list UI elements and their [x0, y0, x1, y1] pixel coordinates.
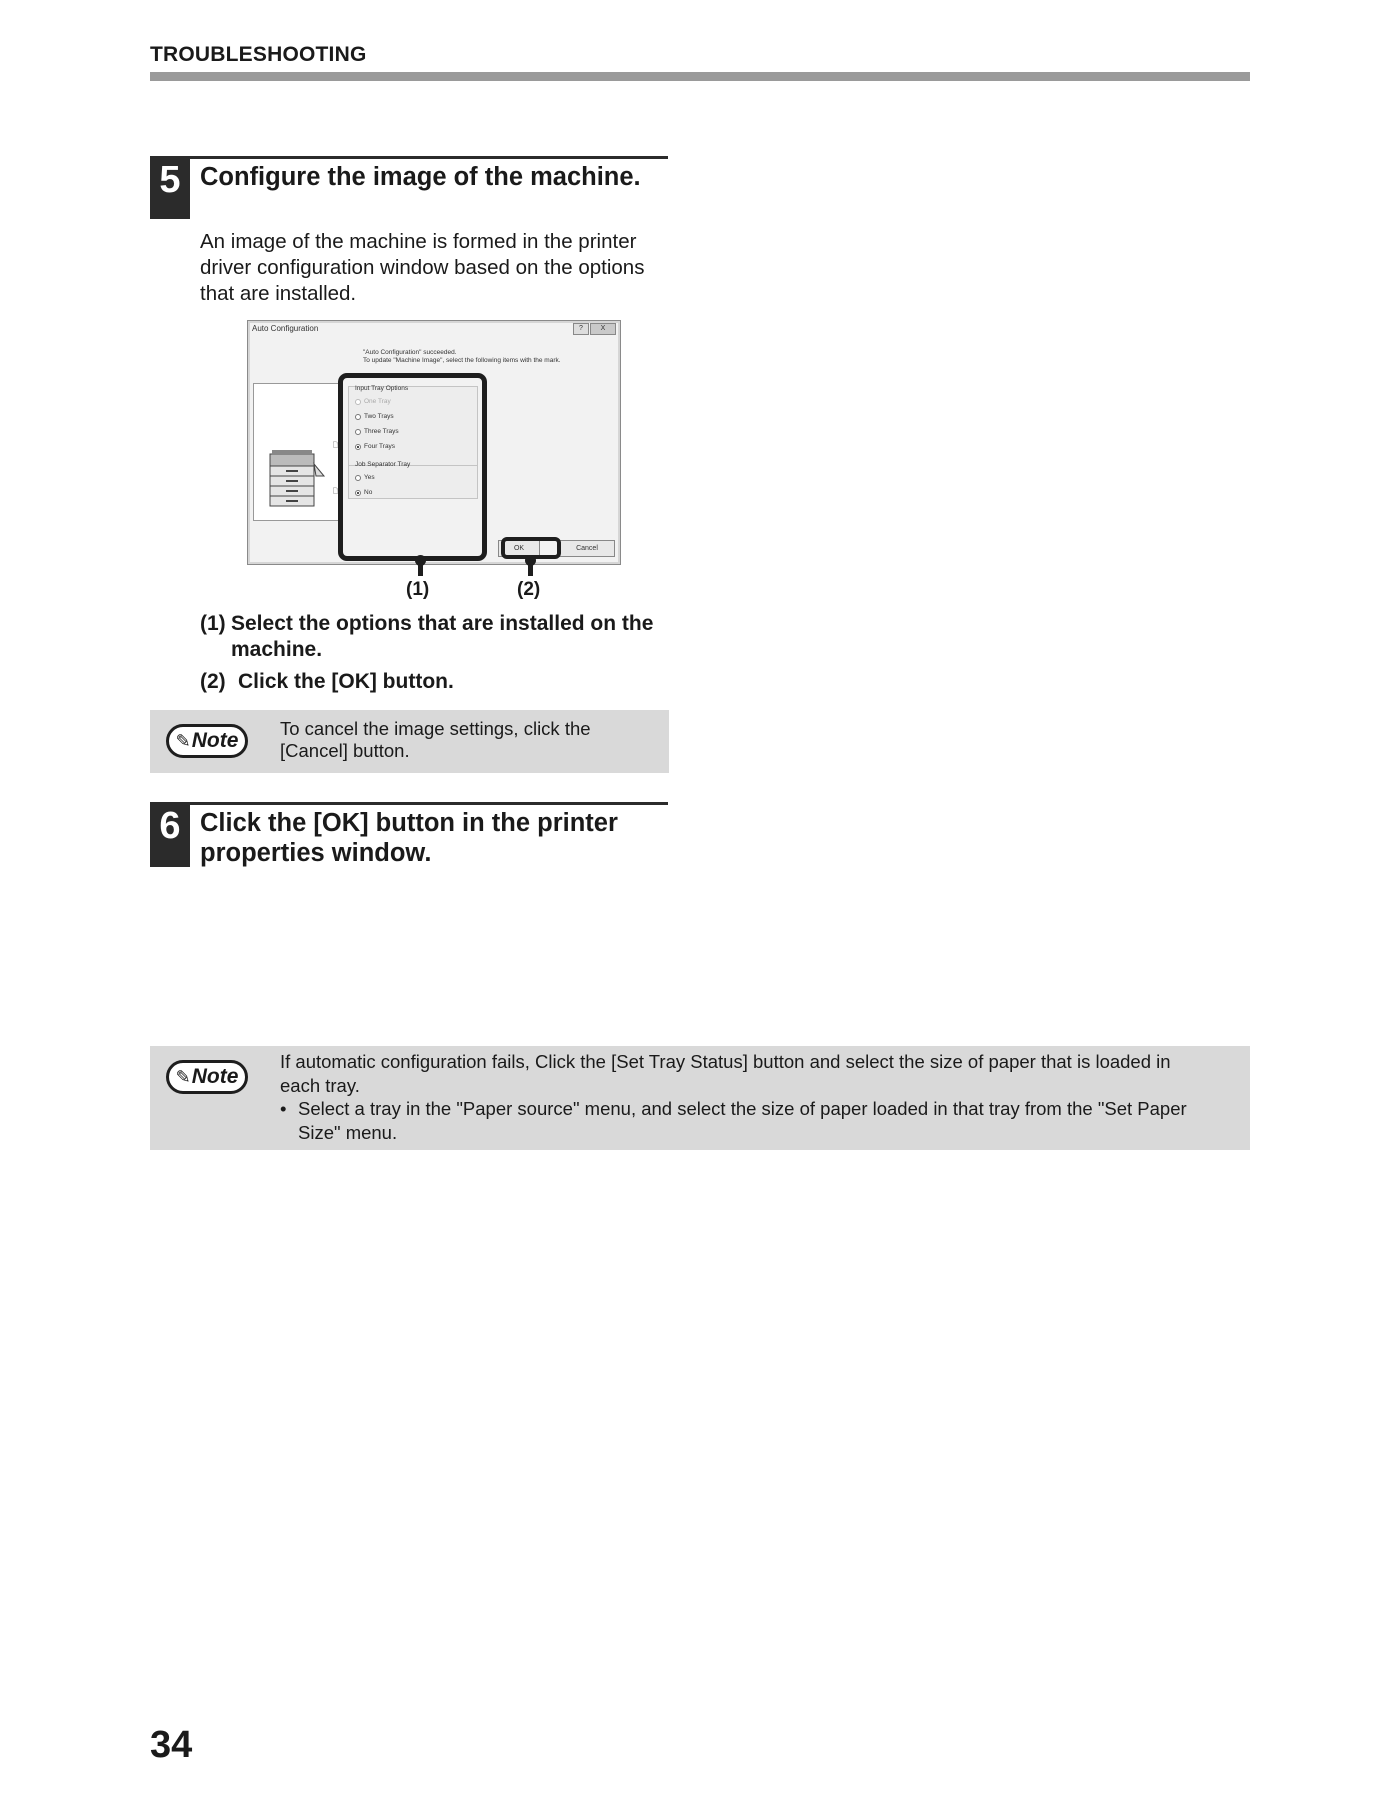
callout-label-2: (2) [517, 579, 541, 600]
radio-label: Four Trays [364, 443, 396, 450]
step5-note [150, 710, 669, 773]
step5-body-line: An image of the machine is formed in the printer [200, 230, 637, 253]
item-marker: (2) [200, 670, 226, 693]
section-header: TROUBLESHOOTING [150, 43, 367, 66]
header-rule [150, 72, 1250, 81]
dialog-message-line: To update "Machine Image", select the following items with the mark. [363, 357, 561, 364]
note-text [280, 718, 660, 762]
step6-title [200, 808, 618, 868]
step5-rule [150, 156, 668, 159]
note-line: If automatic configuration fails, Click the [Set Tray Status] button and select the size of paper that is loaded in [280, 1051, 1171, 1072]
input-tray-group-label: Input Tray Options [355, 385, 409, 392]
step6-rule [150, 802, 668, 805]
job-separator-group-label: Job Separator Tray [355, 461, 411, 468]
step5-body-line: that are installed. [200, 282, 357, 305]
callout-frame-options [338, 373, 487, 561]
copier-machine-icon [254, 384, 338, 520]
callout-leader [418, 560, 423, 576]
step6-title-line: properties window. [200, 839, 432, 867]
item-text: Click the [OK] button. [238, 670, 454, 693]
dialog-message-line: "Auto Configuration" succeeded. [363, 349, 457, 356]
radio-label: One Tray [364, 398, 391, 405]
dialog-help-button[interactable]: ? [573, 323, 589, 335]
pointing-hand-icon: ☞ [332, 483, 344, 498]
note-badge-label: Note [191, 729, 239, 752]
radio-label: Two Trays [364, 413, 394, 420]
note-line: each tray. [280, 1074, 360, 1096]
dialog-title: Auto Configuration [252, 324, 319, 333]
radio-label: Three Trays [364, 428, 399, 435]
note-badge [166, 1060, 248, 1094]
bullet-text: Select a tray in the "Paper source" menu, and select the size of paper loaded in that tray from the "Set Paper [298, 1098, 1187, 1119]
pencil-icon: ✎ [175, 1066, 191, 1087]
item-text: Select the options that are installed on the [231, 612, 654, 635]
callout-leader [528, 560, 533, 576]
radio-label: No [364, 489, 373, 496]
dialog-message [363, 349, 613, 365]
pointing-hand-icon: ☞ [332, 437, 344, 452]
step5-body [200, 229, 670, 307]
step5-title: Configure the image of the machine. [200, 163, 641, 191]
bottom-note [150, 1046, 1250, 1150]
note-badge [166, 724, 248, 758]
dialog-ok-button[interactable]: OK [498, 540, 540, 557]
item-marker: (1) [200, 612, 226, 635]
step5-item-2 [200, 669, 680, 695]
radio-label: Yes [364, 474, 375, 481]
bullet-text-continued: Size" menu. [298, 1121, 398, 1143]
step6-title-line: Click the [OK] button in the printer [200, 809, 618, 837]
step5-item-1 [200, 611, 680, 663]
item-text-continued: machine. [231, 638, 323, 661]
step5-body-line: driver configuration window based on the options [200, 256, 645, 279]
note-badge-label: Note [191, 1065, 239, 1088]
note-bullet-item [280, 1097, 1242, 1121]
dialog-cancel-button[interactable]: Cancel [559, 540, 615, 557]
auto-configuration-dialog [247, 320, 621, 565]
bullet-icon: • [280, 1098, 287, 1119]
note-text [280, 1050, 1242, 1144]
page-number: 34 [150, 1724, 193, 1766]
note-line: [Cancel] button. [280, 740, 410, 761]
note-line: To cancel the image settings, click the [280, 718, 591, 739]
callout-label-1: (1) [406, 579, 430, 600]
pencil-icon: ✎ [175, 730, 191, 751]
machine-image-pane [253, 383, 339, 521]
step6-number: 6 [150, 803, 190, 867]
step5-number: 5 [150, 157, 190, 219]
dialog-close-button[interactable]: X [590, 323, 616, 335]
